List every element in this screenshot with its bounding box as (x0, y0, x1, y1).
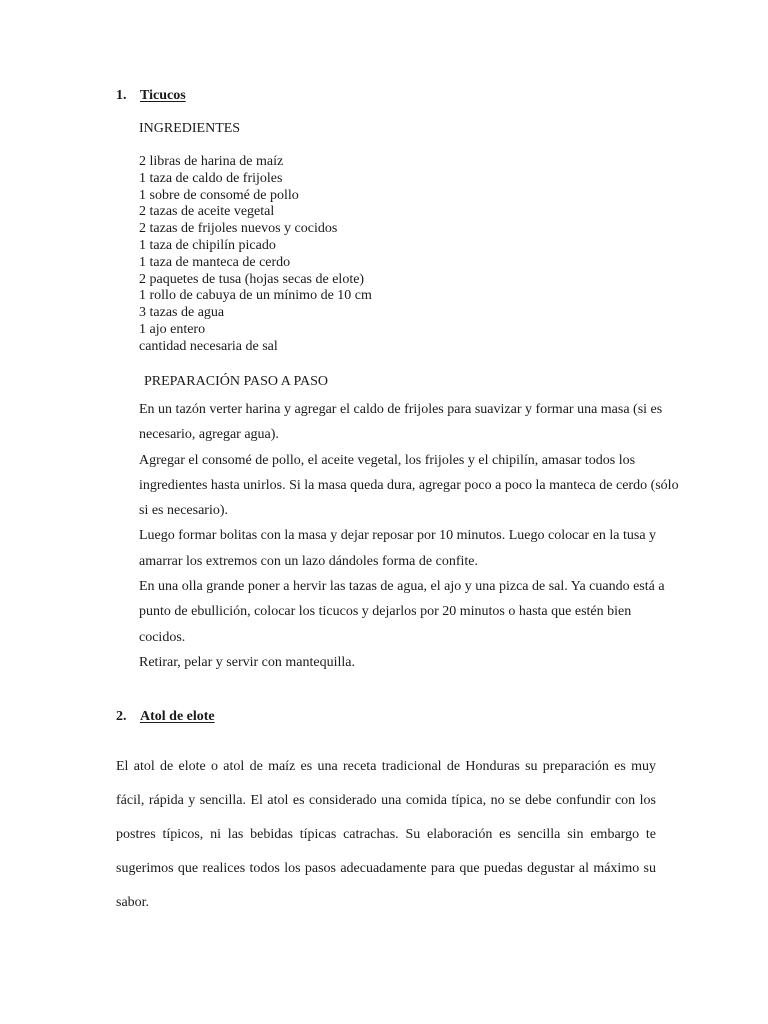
ingredient-item: 1 taza de manteca de cerdo (139, 254, 291, 270)
ingredient-item: 1 sobre de consomé de pollo (139, 187, 299, 203)
preparation-step: Retirar, pelar y servir con mantequilla. (139, 654, 355, 670)
ingredient-item: 3 tazas de agua (139, 305, 225, 321)
recipe-2-heading (116, 709, 215, 725)
preparation-step: En una olla grande poner a hervir las tazas de agua, el ajo y una pizca de sal. Ya cuando está a punto de ebullición, colocar los ticucos y dejarlos por 20 minutos o hasta que estén bien cocidos. (139, 579, 665, 645)
ingredient-item: cantidad necesaria de sal (139, 338, 278, 354)
recipe-2-intro-paragraph: El atol de elote o atol de maíz es una receta tradicional de Honduras su preparación es muy fácil, rápida y sencilla. El atol es considerado una comida típica, no se debe confundir con los postres típicos, ni las bebidas típicas catrachas. Su elaboración es sencilla sin embargo te sugerimos que realices todos los pasos adecuadamente para que puedas degustar al máximo su sabor. (116, 759, 656, 910)
recipe-1-number: 1. (116, 88, 127, 103)
preparation-step: Agregar el consomé de pollo, el aceite vegetal, los frijoles y el chipilín, amasar todos los ingredientes hasta unirlos. Si la masa queda dura, agregar poco a poco la manteca de cerdo (sólo si es necesario). (139, 452, 679, 519)
ingredient-item: 2 tazas de aceite vegetal (139, 204, 275, 220)
ingredient-item: 2 tazas de frijoles nuevos y cocidos (139, 221, 338, 237)
ingredient-item: 2 libras de harina de maíz (139, 154, 284, 169)
preparation-step: En un tazón verter harina y agregar el caldo de frijoles para suavizar y formar una masa (si es necesario, agregar agua). (139, 402, 663, 443)
recipe-1-title: Ticucos (140, 88, 186, 103)
ingredient-item: 1 taza de caldo de frijoles (139, 170, 283, 186)
ingredient-item: 1 ajo entero (139, 321, 206, 337)
preparation-steps (139, 397, 679, 675)
recipe-2-title: Atol de elote (140, 709, 215, 724)
ingredient-item: 1 taza de chipilín picado (139, 237, 276, 253)
preparation-label: PREPARACIÓN PASO A PASO (144, 374, 329, 389)
preparation-step: Luego formar bolitas con la masa y dejar reposar por 10 minutos. Luego colocar en la tusa y amarrar los extremos con un lazo dándoles forma de confite. (139, 528, 657, 569)
ingredient-item: 1 rollo de cabuya de un mínimo de 10 cm (139, 288, 372, 304)
ingredients-label: INGREDIENTES (139, 121, 241, 136)
ingredients-list (139, 154, 372, 356)
recipe-2-number: 2. (116, 709, 127, 724)
recipe-1-heading (116, 88, 186, 104)
ingredient-item: 2 paquetes de tusa (hojas secas de elote) (139, 271, 365, 287)
